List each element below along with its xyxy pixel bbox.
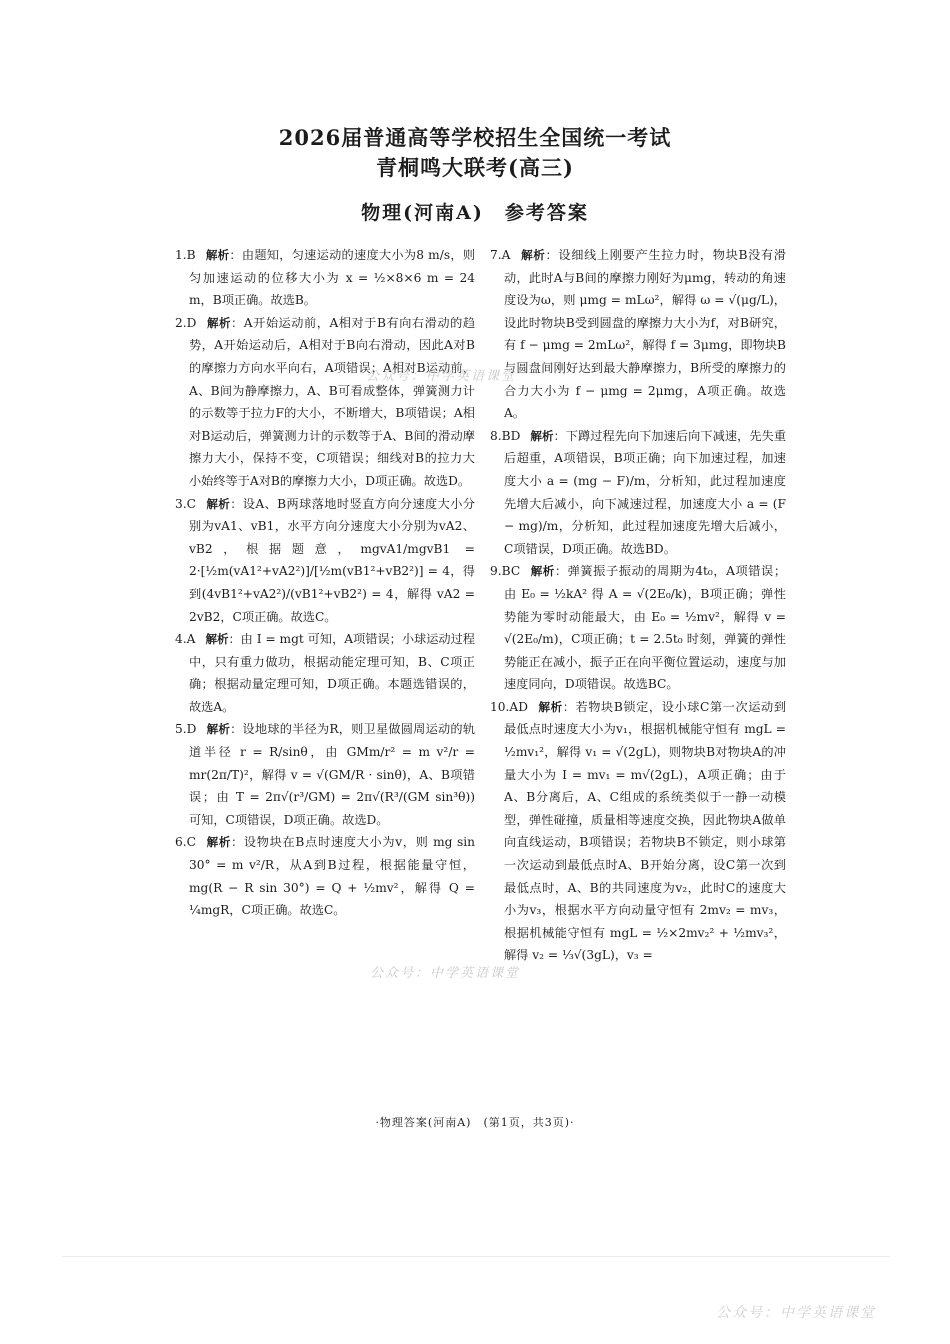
- answer-item-2: 2.D 解析：A开始运动前，A相对于B有向右滑动的趋势，A开始运动后，A相对于B向右滑动，因此A对B的摩擦力方向水平向右，A项错误；A相对B运动前，A、B间为静摩擦力，A、B可看成整体，弹簧测力计的示数等于拉力F的大小，不断增大，B项错误；A相对B运动后，弹簧测力计的示数等于A、B间的滑动摩擦力大小，保持不变，C项错误；细线对B的拉力大小始终等于A对B的摩擦力大小，D项正确。故选D。: [175, 315, 476, 488]
- answer-item-5: 5.D 解析：设地球的半径为R，则卫星做圆周运动的轨道半径 r = R/sinθ，由 GMm/r² = m v²/r = mr(2π/T)²，解得 v = √(GM/R · sinθ)，A、B项错误；由 T = 2π√(r³/GM) = 2π√(R³/(GM sin³θ)) 可知，C项错误，D项正确。故选D。: [175, 722, 476, 827]
- answer-item-10: 10.AD 解析：若物块B锁定，设小球C第一次运动到最低点时速度大小为v₁，根据机械能守恒有 mgL = ½mv₁²，解得 v₁ = √(2gL)，则物块B对物块A的冲量大小为 I = mv₁ = m√(2gL)，A项正确；由于A、B分离后，A、C组成的系统类似于一静一动模型，弹性碰撞，质量相等速度交换，因此物块A做单向直线运动，B项错误；若物块B不锁定，则小球第一次运动到最低点时A、B开始分离，设C第一次到最低点时，A、B的共同速度为v₂，此时C的速度大小为v₃，根据水平方向动量守恒有 2mv₂ = mv₃，根据机械能守恒有 mgL = ½×2mv₂² + ½mv₃²，解得 v₂ = ⅓√(3gL)，v₃ =: [490, 699, 787, 963]
- exam-subtitle: 青桐鸣大联考(高三): [376, 155, 574, 180]
- answers-right-column: [490, 244, 786, 967]
- answers-left-column: [175, 244, 475, 922]
- answer-item-4: 4.A 解析：由 I = mgt 可知，A项错误；小球运动过程中，只有重力做功，根据动能定理可知，B、C项正确；根据动量定理可知，D项正确。本题选错误的，故选A。: [175, 632, 475, 714]
- page-footer: ·物理答案(河南A) (第1页，共3页)·: [375, 1116, 575, 1129]
- answer-item-9: 9.BC 解析：弹簧振子振动的周期为4t₀，A项错误；由 E₀ = ½kA² 得 A = √(2E₀/k)，B项正确；弹性势能为零时动能最大，由 E₀ = ½mv²，解得 v = √(2E₀/m)，C项正确；t = 2.5t₀ 时刻，弹簧的弹性势能正在减小，振子正在向平衡位置运动，速度与加速度同向，D项错误。故选BC。: [490, 564, 787, 692]
- page-title: 物理(河南A) 参考答案: [361, 202, 589, 224]
- exam-title: 2026届普通高等学校招生全国统一考试: [278, 125, 672, 150]
- watermark: 公众号：中学英语课堂: [366, 369, 517, 384]
- answer-item-7: 7.A 解析：设细线上刚要产生拉力时，物块B没有滑动，此时A与B间的摩擦力刚好为μmg，转动的角速度设为ω，则 μmg = mLω²，解得 ω = √(μg/L)，设此时物块B受到圆盘的摩擦力大小为f，对B研究，有 f − μmg = 2mLω²，解得 f = 3μmg，即物块B与圆盘间刚好达到最大静摩擦力，B所受的摩擦力的合力大小为 f − μmg = 2μmg，A项正确。故选A。: [490, 248, 786, 421]
- answer-item-3: 3.C 解析：设A、B两球落地时竖直方向分速度大小分别为vA1、vB1，水平方向分速度大小分别为vA2、vB2，根据题意，mgvA1/mgvB1 = 2·[½m(vA1²+vA2²)]/[½m(vB1²+vB2²)] = 4，得到(4vB1²+vA2²)/(vB1²+vB2²) = 4，解得 vA2 = 2vB2，C项正确。故选C。: [175, 496, 475, 624]
- answer-item-6: 6.C 解析：设物块在B点时速度大小为v，则 mg sin 30° = m v²/R，从A到B过程，根据能量守恒，mg(R − R sin 30°) = Q + ½mv²，解得 Q = ¼mgR，C项正确。故选C。: [175, 835, 476, 918]
- answer-item-8: 8.BD 解析：下蹲过程先向下加速后向下减速，先失重后超重，A项错误，B项正确；向下加速过程，加速度大小 a = (mg − F)/m，分析知，此过程加速度先增大后减小，向下减速过程，加速度大小 a = (F − mg)/m，分析知，此过程加速度先增大后减小，C项错误，D项正确。故选BD。: [490, 428, 787, 556]
- watermark: 公众号：中学英语课堂: [370, 966, 521, 981]
- watermark: 公众号：中学英语课堂: [716, 1305, 876, 1321]
- answer-item-1: 1.B 解析：由题知，匀速运动的速度大小为8 m/s，则匀加速运动的位移大小为 x = ½×8×6 m = 24 m，B项正确。故选B。: [175, 248, 476, 308]
